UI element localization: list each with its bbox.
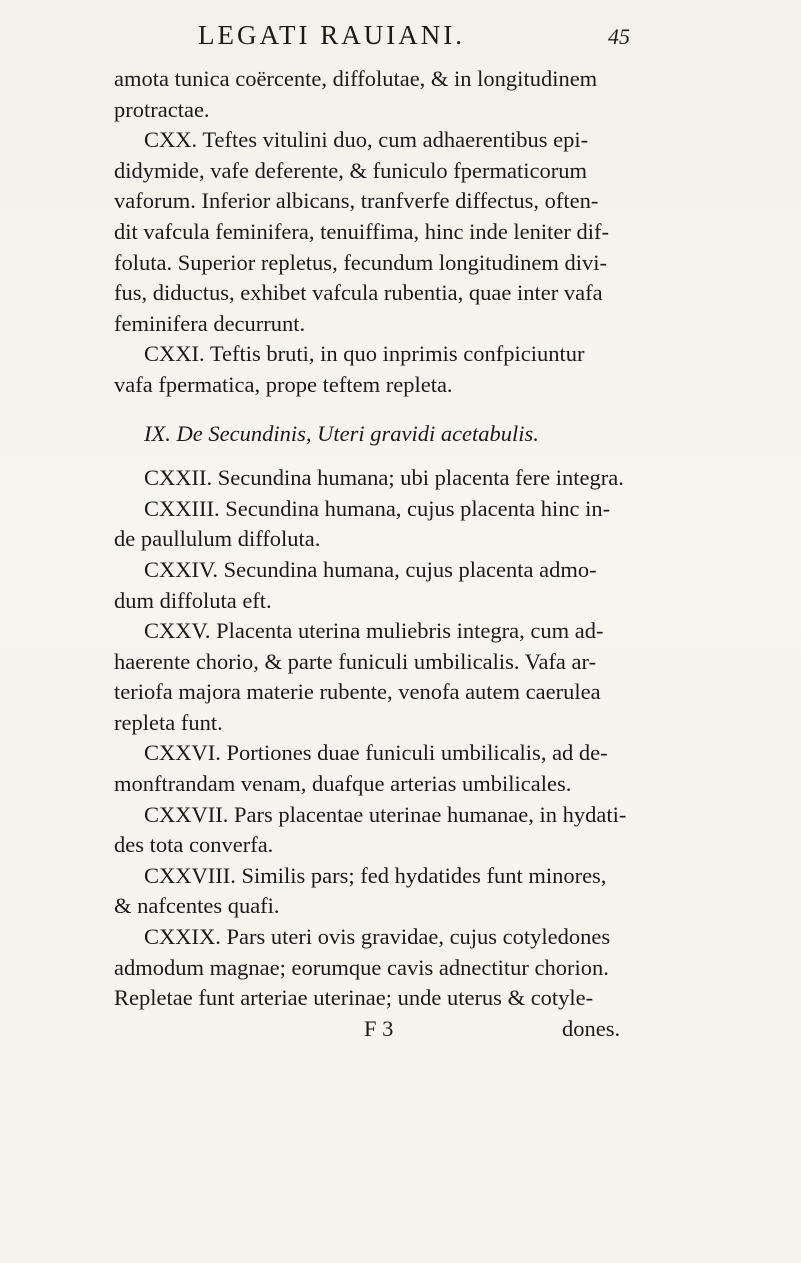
text-line: haerente chorio, & parte funiculi umbilicalis. Vafa ar- [114, 648, 597, 674]
entry-cxxiv [114, 555, 662, 616]
text-line: fus, diductus, exhibet vafcula rubentia, quae inter vafa [114, 280, 603, 306]
text-line: didymide, vafe deferente, & funiculo fpermaticorum [114, 157, 587, 183]
page-number: 45 [608, 24, 630, 49]
entry-cxxvii [114, 800, 662, 861]
entry-cxxvi [114, 738, 662, 799]
text-line: repleta funt. [114, 709, 223, 735]
entry-cxxiii [114, 494, 662, 555]
page-header [0, 20, 801, 60]
text-line: teriofa majora materie rubente, venofa autem caerulea [114, 679, 601, 705]
entry-cxxii [114, 463, 662, 494]
text-line: CXXVII. Pars placentae uterinae humanae, in hydati- [144, 801, 627, 827]
text-line: des tota converfa. [114, 832, 274, 858]
signature-mark: F 3 [364, 1015, 394, 1041]
text-line: de paullulum diffoluta. [114, 526, 321, 552]
text-line: CXX. Teftes vitulini duo, cum adhaerentibus epi- [144, 127, 589, 153]
entry-cxxi [114, 339, 662, 400]
text-line: CXXIX. Pars uteri ovis gravidae, cujus cotyledones [144, 924, 611, 950]
entry-cxxv [114, 616, 662, 738]
catchword: dones. [562, 1015, 621, 1041]
text-line: CXXI. Teftis bruti, in quo inprimis confpiciuntur [144, 341, 585, 367]
text-line: CXXII. Secundina humana; ubi placenta fere integra. [144, 465, 624, 491]
text-line: CXXVI. Portiones duae funiculi umbilicalis, ad de- [144, 740, 608, 766]
text-line: Repletae funt arteriae uterinae; unde uterus & cotyle- [114, 985, 594, 1011]
entry-cxxviii [114, 861, 662, 922]
text-line: amota tunica coërcente, diffolutae, & in longitudinem [114, 66, 598, 91]
entry-cxxix [114, 922, 662, 1014]
paragraph-continuation [114, 64, 662, 125]
text-line: CXXIV. Secundina humana, cujus placenta admo- [144, 556, 597, 582]
page-footer [114, 1014, 662, 1045]
text-line: CXXIII. Secundina humana, cujus placenta hinc in- [144, 495, 611, 521]
text-line: dum diffoluta eft. [114, 587, 272, 613]
entry-cxx [114, 125, 662, 339]
text-line: CXXVIII. Similis pars; fed hydatides funt minores, [144, 862, 607, 888]
text-line: vafa fpermatica, prope teftem repleta. [114, 371, 453, 397]
text-line: foluta. Superior repletus, fecundum longitudinem divi- [114, 249, 608, 275]
text-line: monftrandam venam, duafque arterias umbilicales. [114, 771, 572, 797]
body-text [114, 64, 662, 1044]
section-heading: IX. De Secundinis, Uteri gravidi acetabulis. [144, 420, 539, 446]
text-line: admodum magnae; eorumque cavis adnectitur chorion. [114, 954, 609, 980]
text-line: protractae. [114, 96, 210, 122]
text-line: & nafcentes quafi. [114, 893, 280, 919]
text-line: dit vafcula feminifera, tenuiffima, hinc inde leniter dif- [114, 218, 610, 244]
text-line: vaforum. Inferior albicans, tranfverfe diffectus, often- [114, 188, 599, 214]
text-line: CXXV. Placenta uterina muliebris integra, cum ad- [144, 618, 604, 644]
text-line: feminifera decurrunt. [114, 310, 306, 336]
running-head: LEGATI RAUIANI. [198, 20, 465, 50]
